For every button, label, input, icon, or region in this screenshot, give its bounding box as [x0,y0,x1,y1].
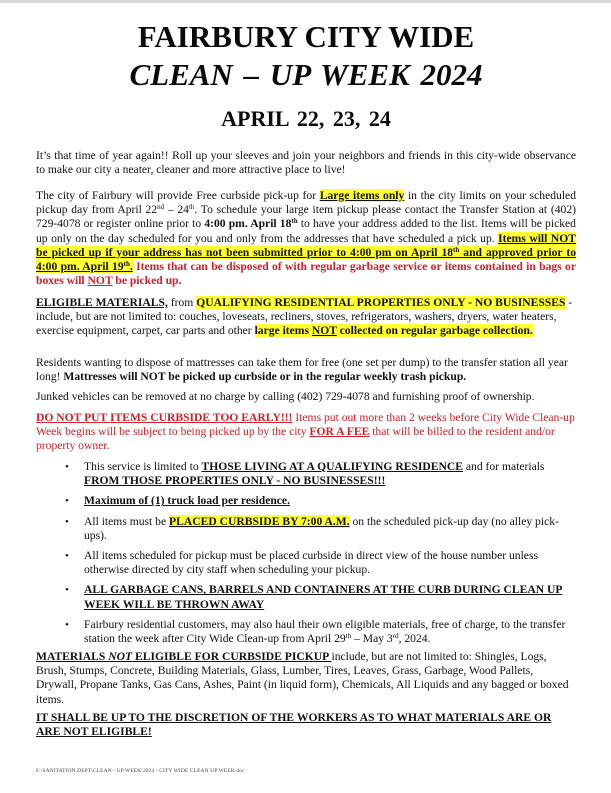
rule-house-number-view: • All items scheduled for pickup must be placed curbside in direct view of the house number unless otherwise directed by city staff when scheduling your pickup. [65,549,538,577]
bullet-icon: • [65,461,69,473]
discretion-notice: IT SHALL BE UP TO THE DISCRETION OF THE WORKERS AS TO WHAT MATERIALS ARE OR ARE NOT ELIGIBLE! [36,711,552,739]
mattress-warning: Mattresses will NOT be picked up curbside or in the regular weekly trash pickup. [63,370,467,384]
event-dates: APRIL 22, 23, 24 [221,106,391,131]
intro-paragraph: It’s that time of year again!! Roll up your sleeves and join your neighbors and friends in this city-wide observance to make our city a neater, cleaner and more attractive place to live! [36,149,576,177]
title-line-1: FAIRBURY CITY WIDE [137,19,475,54]
title-line-2: CLEAN – UP WEEK 2024 [129,57,483,92]
bullet-icon: • [65,550,69,563]
bullet-icon: • [65,584,69,597]
rule-self-haul: • Fairbury residential customers, may also haul their own eligible materials, free of charge, to the transfer station the week after City Wide Clean-up from April 29th – May 3rd, 2024. [65,617,566,646]
bullet-icon: • [65,618,69,631]
too-early-heading: DO NOT PUT ITEMS CURBSIDE TOO EARLY!!! [36,411,293,424]
mattress-paragraph: Residents wanting to dispose of mattresses can take them for free (one set per dump) to the transfer station all year long! Mattresses will NOT be picked up curbside or in the regular weekly trash pickup. [36,356,568,384]
registration-deadline: 4:00 pm. April 18 [204,217,292,231]
bullet-icon: • [65,495,69,508]
rule-garbage-cans-thrown-away: • ALL GARBAGE CANS, BARRELS AND CONTAINERS AT THE CURB DURING CLEAN UP WEEK WILL BE THROWN AWAY [65,583,563,611]
file-path-footer: F:\SANITATION DEPT\CLEAN - UP WEEK\2024 - CITY WIDE CLEAN UP WEEK.doc [36,768,245,774]
large-items-not-collected: large items NOT collected on regular garbage collection. [254,324,533,338]
not-eligible-heading: MATERIALS NOT ELIGIBLE FOR CURBSIDE PICKUP [36,650,332,663]
bullet-icon: • [65,515,69,528]
fee-note: FOR A FEE [309,425,370,439]
too-early-paragraph: DO NOT PUT ITEMS CURBSIDE TOO EARLY!!! Items put out more than 2 weeks before City Wide Clean-up Week begins will be subject to being picked up by the city FOR A FEE that will be billed to the resident and/or property owner. [36,411,575,453]
rule-curbside-time: • All items must be PLACED CURBSIDE BY 7:00 A.M. on the scheduled pick-up day (no alley pick-ups). [65,514,559,542]
submission-warning: Items will NOT be picked up if your address has not been submitted prior to 4:00 pm on April 18th and approved prior to 4:00 pm. April 19th. [36,231,577,274]
pickup-paragraph: The city of Fairbury will provide Free curbside pick-up for Large items only in the city limits on your scheduled pickup day from April 22nd – 24th. To schedule your large item pickup please contact the Transfer Station at (402) 729-4078 or register online prior to 4:00 pm. April 18th to have your address added to the list. Items will be picked up only on the day scheduled for you and only from the addresses that have scheduled a pick up. Items will NOT be picked up if your address has not been submitted prior to 4:00 pm on April 18th and approved prior to 4:00 pm. April 19th. Items that can be disposed of with regular garbage service or items contained in bags or boxes will NOT be picked up. [36,189,577,288]
qualifying-properties-note: QUALIFYING RESIDENTIAL PROPERTIES ONLY - NO BUSINESSES [196,296,566,309]
rules-list [62,460,576,652]
eligible-materials-heading: ELIGIBLE MATERIALS, [36,296,168,309]
viewer-top-border [0,0,611,3]
large-items-only: Large items only [319,189,405,202]
junked-vehicles-paragraph: Junked vehicles can be removed at no charge by calling (402) 729-4078 and furnishing proof of ownership. [36,390,535,403]
eligible-materials-paragraph: ELIGIBLE MATERIALS, from QUALIFYING RESIDENTIAL PROPERTIES ONLY - NO BUSINESSES - include, but are not limited to: couches, loveseats, recliners, stoves, refrigerators, washers, dryers, water heaters, exercise equipment, carpet, car parts and other large items NOT collected on regular garbage collection. [36,296,573,338]
rule-max-truck-load: • Maximum of (1) truck load per residence. [65,494,290,508]
not-eligible-paragraph: MATERIALS NOT ELIGIBLE FOR CURBSIDE PICKUP include, but are not limited to: Shingles, Logs, Brush, Stumps, Concrete, Building Materials, Glass, Lumber, Tires, Leaves, Grass, Garbage, Wood Pallets, Drywall, Propane Tanks, Gas Cans, Ashes, Paint (in liquid form), Chemicals, All Liquids and any bagged or boxed items. [36,650,569,706]
garbage-service-warning: Items that can be disposed of with regular garbage service or items contained in bags or boxes will NOT be picked up. [36,260,576,288]
rule-qualifying-residence: • This service is limited to THOSE LIVING AT A QUALIFYING RESIDENCE and for materials FROM THOSE PROPERTIES ONLY - NO BUSINESSES!!! [65,460,545,488]
